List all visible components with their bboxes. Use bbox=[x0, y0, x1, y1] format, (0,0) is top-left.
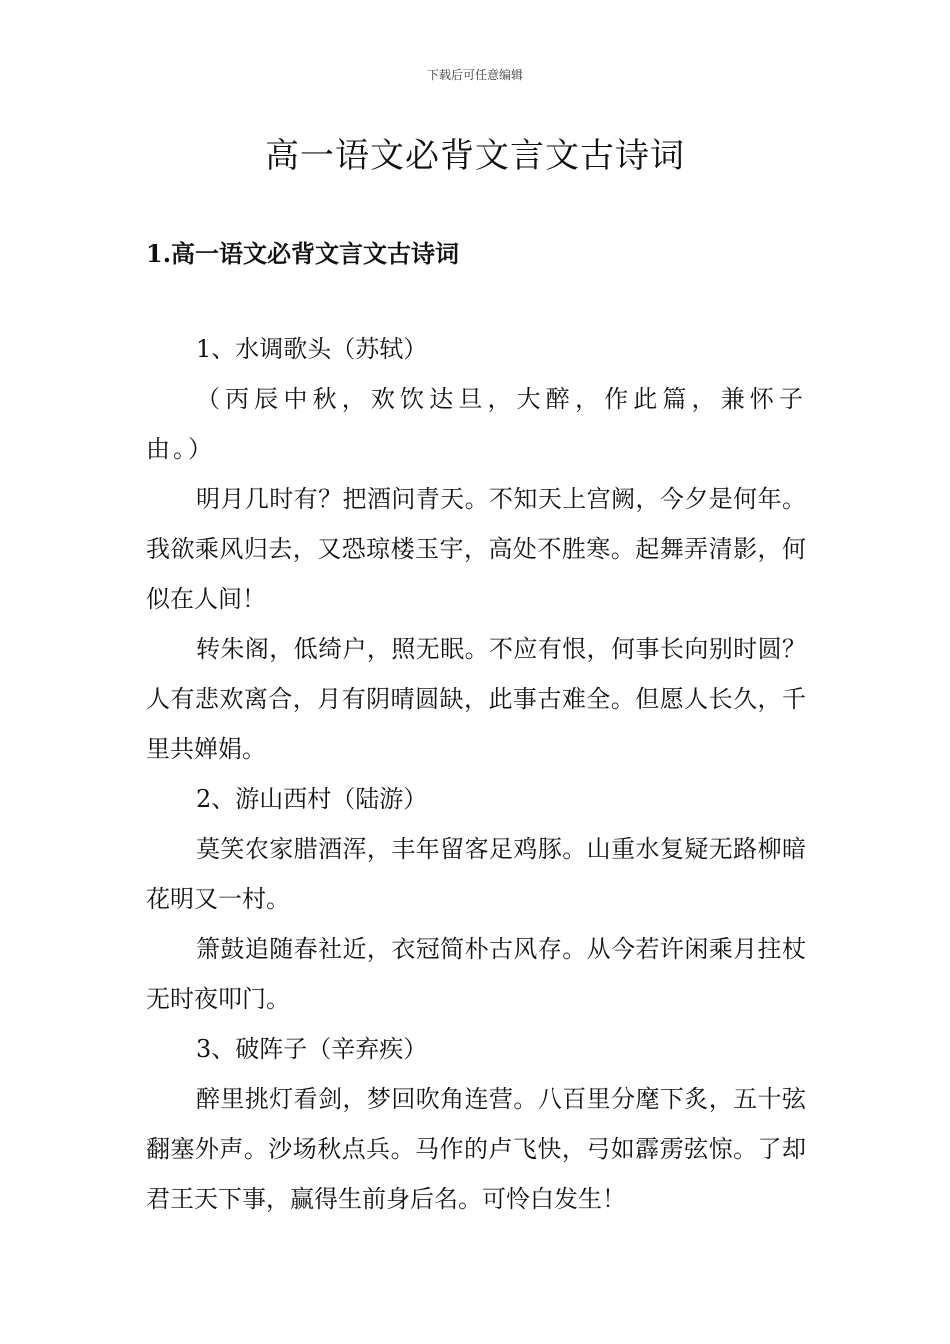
document-body bbox=[146, 324, 806, 1224]
poem-paragraph: 醉里挑灯看剑，梦回吹角连营。八百里分麾下炙，五十弦翻塞外声。沙场秋点兵。马作的卢飞快，弓如霹雳弦惊。了却君王天下事，赢得生前身后名。可怜白发生！ bbox=[146, 1085, 806, 1213]
header-note: 下载后可任意编辑 bbox=[426, 68, 523, 82]
document-title: 高一语文必背文言文古诗词 bbox=[265, 136, 685, 176]
poem-paragraph: 箫鼓追随春社近，衣冠简朴古风存。从今若许闲乘月拄杖无时夜叩门。 bbox=[146, 935, 806, 1013]
poem-heading: 2、游山西村（陆游） bbox=[196, 785, 428, 813]
poem-heading: 1、水调歌头（苏轼） bbox=[196, 335, 428, 363]
poem-paragraph: 莫笑农家腊酒浑，丰年留客足鸡豚。山重水复疑无路柳暗花明又一村。 bbox=[146, 835, 806, 913]
section-heading: 1.高一语文必背文言文古诗词 bbox=[146, 239, 460, 268]
poem-preface: （丙辰中秋，欢饮达旦，大醉，作此篇，兼怀子由。） bbox=[146, 385, 806, 463]
poem-heading: 3、破阵子（辛弃疾） bbox=[196, 1035, 428, 1063]
poem-paragraph: 明月几时有？把酒问青天。不知天上宫阙，今夕是何年。我欲乘风归去，又恐琼楼玉宇，高处不胜寒。起舞弄清影，何似在人间！ bbox=[146, 485, 806, 613]
poem-paragraph: 转朱阁，低绮户，照无眠。不应有恨，何事长向别时圆？人有悲欢离合，月有阴晴圆缺，此事古难全。但愿人长久，千里共婵娟。 bbox=[146, 635, 806, 763]
